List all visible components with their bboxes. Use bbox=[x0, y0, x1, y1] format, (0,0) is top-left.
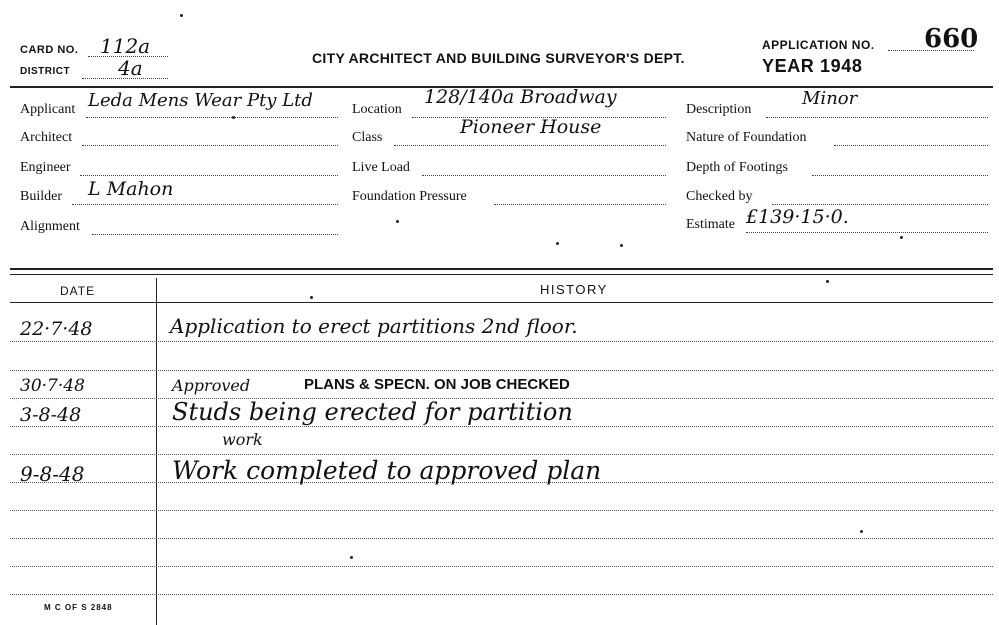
history-ruled-line bbox=[10, 566, 993, 567]
scan-speck bbox=[232, 116, 235, 119]
estimate-value: £139·15·0. bbox=[746, 206, 849, 228]
history-ruled-line bbox=[10, 426, 993, 427]
builder-line bbox=[72, 204, 338, 205]
scan-speck bbox=[860, 530, 863, 533]
history-date: 3-8-48 bbox=[20, 404, 82, 426]
description-line bbox=[766, 117, 988, 118]
history-text: Approved bbox=[172, 376, 251, 395]
history-text: Application to erect partitions 2nd floor. bbox=[170, 314, 578, 338]
scan-speck bbox=[350, 556, 353, 559]
builder-value: L Mahon bbox=[88, 178, 174, 200]
description-value: Minor bbox=[802, 88, 858, 109]
engineer-line bbox=[80, 175, 338, 176]
scan-speck bbox=[620, 244, 623, 247]
scan-speck bbox=[900, 236, 903, 239]
scan-speck bbox=[556, 242, 559, 245]
card-no-label: CARD NO. bbox=[20, 44, 79, 56]
history-ruled-line bbox=[10, 341, 993, 342]
engineer-label: Engineer bbox=[20, 160, 71, 175]
history-text: Work completed to approved plan bbox=[172, 456, 602, 485]
nature-of-foundation-label: Nature of Foundation bbox=[686, 130, 807, 145]
architect-line bbox=[82, 145, 338, 146]
class-label: Class bbox=[352, 130, 383, 145]
scan-speck bbox=[826, 280, 829, 283]
application-no-value: 660 bbox=[924, 24, 979, 54]
class-value: Pioneer House bbox=[460, 116, 602, 138]
scan-speck bbox=[396, 220, 399, 223]
nature-of-foundation-line bbox=[834, 145, 988, 146]
live-load-line bbox=[422, 175, 666, 176]
description-label: Description bbox=[686, 102, 752, 117]
history-ruled-line bbox=[10, 594, 993, 595]
history-text: work bbox=[222, 430, 263, 449]
history-top-rule bbox=[10, 268, 993, 270]
date-column-divider bbox=[156, 278, 157, 625]
district-value: 4a bbox=[118, 56, 143, 80]
history-ruled-line bbox=[10, 538, 993, 539]
foundation-pressure-line bbox=[494, 204, 666, 205]
history-date: 9-8-48 bbox=[20, 462, 85, 486]
history-ruled-line bbox=[10, 454, 993, 455]
department-title: CITY ARCHITECT AND BUILDING SURVEYOR'S DEPT. bbox=[312, 50, 685, 66]
alignment-label: Alignment bbox=[20, 219, 80, 234]
history-date: 22·7·48 bbox=[20, 318, 93, 340]
application-no-label: APPLICATION NO. bbox=[762, 38, 875, 52]
builder-label: Builder bbox=[20, 189, 62, 204]
architect-label: Architect bbox=[20, 130, 73, 145]
history-text: Studs being erected for partition bbox=[172, 398, 573, 426]
card-no-value: 112a bbox=[100, 34, 151, 58]
history-top-rule-2 bbox=[10, 274, 993, 275]
location-value: 128/140a Broadway bbox=[424, 86, 617, 108]
checked-by-line bbox=[772, 204, 988, 205]
live-load-label: Live Load bbox=[352, 160, 410, 175]
form-code: M C OF S 2848 bbox=[44, 603, 113, 612]
year: YEAR 1948 bbox=[762, 56, 863, 76]
depth-of-footings-line bbox=[812, 175, 988, 176]
estimate-label: Estimate bbox=[686, 217, 735, 232]
history-header: HISTORY bbox=[540, 282, 608, 297]
history-header-rule bbox=[10, 302, 993, 303]
scan-speck bbox=[180, 14, 183, 17]
estimate-line bbox=[746, 232, 988, 233]
foundation-pressure-label: Foundation Pressure bbox=[352, 189, 467, 204]
class-line bbox=[394, 145, 666, 146]
applicant-label: Applicant bbox=[20, 102, 76, 117]
history-stamp: PLANS & SPECN. ON JOB CHECKED bbox=[304, 376, 570, 393]
alignment-line bbox=[92, 234, 338, 235]
history-ruled-line bbox=[10, 370, 993, 371]
history-ruled-line bbox=[10, 510, 993, 511]
scan-speck bbox=[310, 296, 313, 299]
checked-by-label: Checked by bbox=[686, 189, 753, 204]
applicant-value: Leda Mens Wear Pty Ltd bbox=[88, 90, 313, 111]
history-date: 30·7·48 bbox=[20, 376, 85, 396]
district-label: DISTRICT bbox=[20, 66, 71, 77]
location-label: Location bbox=[352, 102, 402, 117]
date-header: DATE bbox=[60, 284, 96, 298]
depth-of-footings-label: Depth of Footings bbox=[686, 160, 788, 175]
applicant-line bbox=[86, 117, 338, 118]
